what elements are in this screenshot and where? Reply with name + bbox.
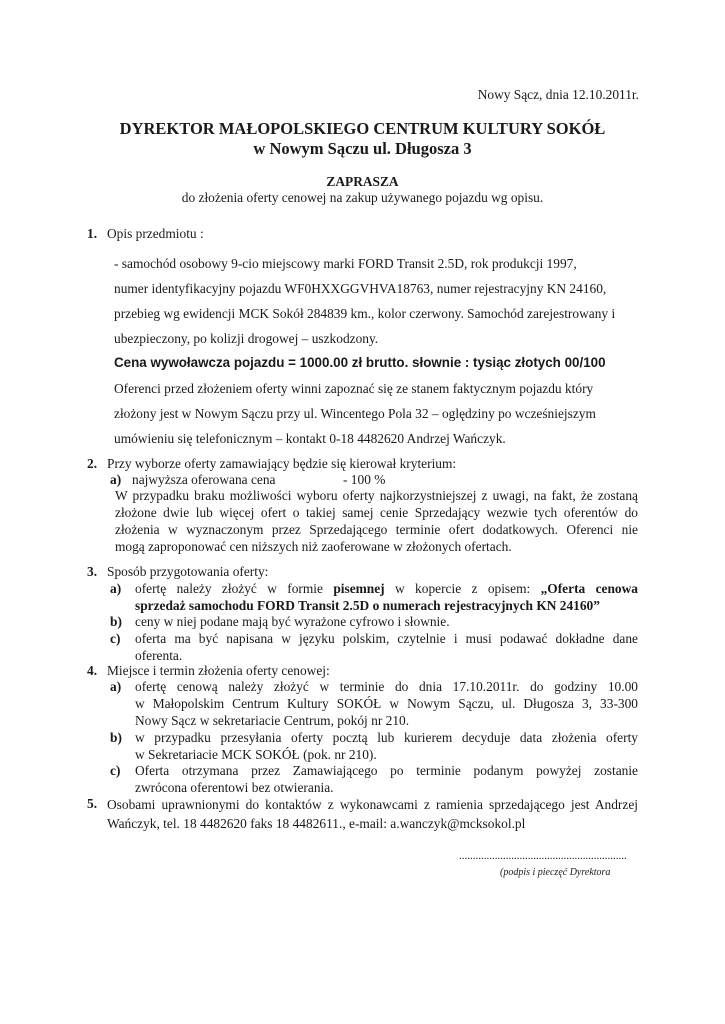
section-1-line-4: ubezpieczony, po kolizji drogowej – uszkodzony. xyxy=(114,331,379,346)
section-4-b-line-1: w przypadku przesyłania oferty pocztą lub kurierem decyduje data złożenia oferty xyxy=(135,730,638,745)
section-3-number: 3. xyxy=(87,564,98,579)
section-3-b-label: b) xyxy=(110,614,122,629)
section-5-line-1: Osobami uprawnionymi do kontaktów z wykonawcami z ramienia sprzedającego jest Andrzej xyxy=(107,797,638,812)
section-3-c-line-1: oferta ma być napisana w języku polskim, czytelnie i musi podawać dokładne dane xyxy=(135,631,638,646)
section-4-number: 4. xyxy=(87,663,98,678)
section-4-a-label: a) xyxy=(110,679,122,694)
section-2-para-line-3: złożenia w wyznaczonym przez Sprzedającego terminie ofert dodatkowych. Oferenci nie xyxy=(115,522,638,537)
section-5-line-2: Wańczyk, tel. 18 4482620 faks 18 4482611., e-mail: a.wanczyk@mcksokol.pl xyxy=(107,816,526,831)
section-2-paragraph xyxy=(115,487,638,555)
section-2-item-a-text: najwyższa oferowana cena xyxy=(132,472,276,487)
section-3-a-line-1 xyxy=(135,580,638,597)
section-3-a-text1: ofertę należy złożyć w formie xyxy=(135,581,334,596)
section-2-number: 2. xyxy=(87,456,98,471)
section-2-para-line-2: złożone dwie lub więcej ofert o takiej samej cenie Sprzedający wezwie tych oferentów do xyxy=(115,505,638,520)
heading-line-2: w Nowym Sączu ul. Długosza 3 xyxy=(253,139,472,158)
section-4-b-label: b) xyxy=(110,730,122,745)
signature-caption: (podpis i pieczęć Dyrektora xyxy=(500,867,611,878)
section-1-line-2: numer identyfikacyjny pojazdu WF0HXXGGVHVA18763, numer rejestracyjny KN 24160, xyxy=(114,281,607,296)
section-1-line-7: złożony jest w Nowym Sączu przy ul. Wincentego Pola 32 – oględziny po wcześniejszym xyxy=(114,406,596,421)
section-4-title: Miejsce i termin złożenia oferty cenowej: xyxy=(107,663,330,678)
section-1-line-8: umówieniu się telefonicznym – kontakt 0-18 4482620 Andrzej Wańczyk. xyxy=(114,431,506,446)
section-4-c-label: c) xyxy=(110,763,121,778)
section-3-a-bold3: sprzedaż samochodu FORD Transit 2.5D o numerach rejestracyjnych KN 24160” xyxy=(135,598,600,613)
section-4-b-line-2: w Sekretariacie MCK SOKÓŁ (pok. nr 210). xyxy=(135,747,377,762)
section-4-c-line-2: zwrócona oferentowi bez otwierania. xyxy=(135,780,334,795)
section-4-b-text xyxy=(135,729,638,763)
section-3-c-line-2: oferenta. xyxy=(135,648,183,663)
section-3-a-bold1: pisemnej xyxy=(333,581,385,596)
section-3-a-bold2: „Oferta cenowa xyxy=(540,581,638,596)
section-3-a-line-2 xyxy=(135,597,638,614)
section-3-title: Sposób przygotowania oferty: xyxy=(107,564,269,579)
section-3-a-text2: w kopercie z opisem: xyxy=(384,581,541,596)
section-2-title: Przy wyborze oferty zamawiający będzie się kierował kryterium: xyxy=(107,456,457,471)
section-4-a-line-3: Nowy Sącz w sekretariacie Centrum, pokój nr 210. xyxy=(135,713,410,728)
section-3-b-text: ceny w niej podane mają być wyrażone cyfrowo i słownie. xyxy=(135,614,450,629)
section-1-line-6: Oferenci przed złożeniem oferty winni zapoznać się ze stanem faktycznym pojazdu który xyxy=(114,381,594,396)
section-4-c-line-1: Oferta otrzymana przez Zamawiającego po terminie podanym powyżej zostanie xyxy=(135,763,638,778)
section-5-number: 5. xyxy=(87,796,98,811)
section-4-c-text xyxy=(135,762,638,796)
section-1-line-3: przebieg wg ewidencji MCK Sokół 284839 km., kolor czerwony. Samochód zarejestrowany i xyxy=(114,306,616,321)
heading-line-1: DYREKTOR MAŁOPOLSKIEGO CENTRUM KULTURY SOKÓŁ xyxy=(119,119,606,138)
section-1-number: 1. xyxy=(87,226,98,241)
section-2-item-a-label: a) xyxy=(110,472,122,487)
section-3-a-text xyxy=(135,580,638,614)
date-line: Nowy Sącz, dnia 12.10.2011r. xyxy=(477,87,639,102)
section-3-c-text xyxy=(135,630,638,664)
section-3-a-label: a) xyxy=(110,581,122,596)
section-2-para-line-4: mogą zaproponować cen niższych niż zaoferowane w złożonych ofertach. xyxy=(115,539,512,554)
section-5-text xyxy=(107,795,638,833)
signature-line: ............................................................. xyxy=(459,850,627,862)
section-3-c-label: c) xyxy=(110,631,121,646)
invite-subtitle: do złożenia oferty cenowej na zakup używanego pojazdu wg opisu. xyxy=(181,190,544,205)
section-4-a-text xyxy=(135,678,638,729)
section-4-a-line-1: ofertę cenową należy złożyć w terminie do dnia 17.10.2011r. do godziny 10.00 xyxy=(135,679,638,694)
section-1-title: Opis przedmiotu : xyxy=(107,226,204,241)
section-2-item-a-value: - 100 % xyxy=(343,472,386,487)
invite-title: ZAPRASZA xyxy=(326,174,399,189)
section-1-price: Cena wywoławcza pojazdu = 1000.00 zł brutto. słownie : tysiąc złotych 00/100 xyxy=(114,355,606,370)
section-1-line-1: - samochód osobowy 9-cio miejscowy marki FORD Transit 2.5D, rok produkcji 1997, xyxy=(114,256,577,271)
section-4-a-line-2: w Małopolskim Centrum Kultury SOKÓŁ w Nowym Sączu, ul. Długosza 3, 33-300 xyxy=(135,696,638,711)
section-2-para-line-1: W przypadku braku możliwości wyboru oferty najkorzystniejszej z uwagi, na fakt, że zostaną xyxy=(115,488,638,503)
